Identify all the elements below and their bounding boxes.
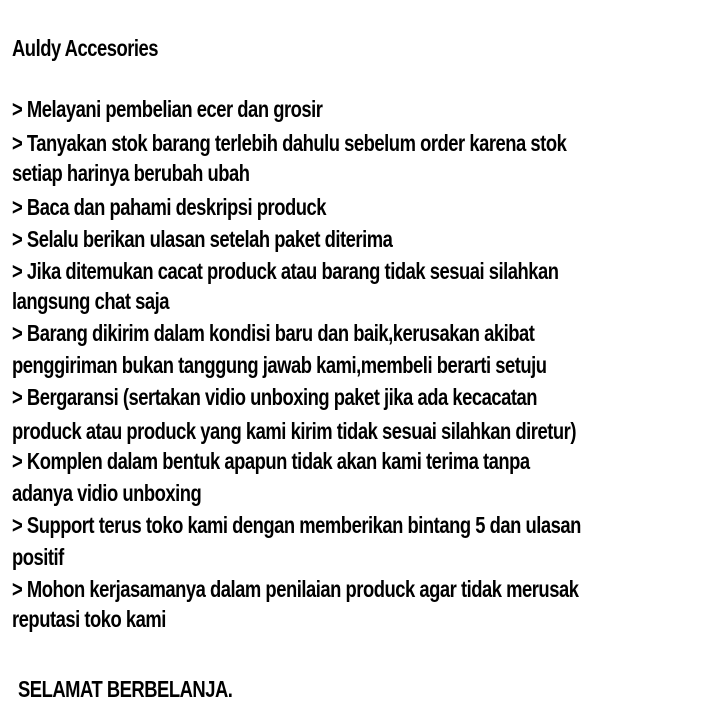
notice-line: reputasi toko kami: [12, 606, 166, 632]
notice-line: > Support terus toko kami dengan memberikan bintang 5 dan ulasan: [12, 512, 581, 538]
store-name-title: Auldy Accesories: [12, 35, 159, 61]
notice-line: penggiriman bukan tanggung jawab kami,membeli berarti setuju: [12, 352, 547, 378]
notice-line: > Mohon kerjasamanya dalam penilaian produck agar tidak merusak: [12, 576, 579, 602]
notice-line: > Jika ditemukan cacat produck atau barang tidak sesuai silahkan: [12, 258, 559, 284]
notice-line: > Komplen dalam bentuk apapun tidak akan kami terima tanpa: [12, 448, 530, 474]
notice-line: > Selalu berikan ulasan setelah paket diterima: [12, 226, 393, 252]
notice-line: > Melayani pembelian ecer dan grosir: [12, 96, 323, 122]
notice-line: adanya vidio unboxing: [12, 480, 202, 506]
notice-line: > Bergaransi (sertakan vidio unboxing paket jika ada kecacatan: [12, 384, 538, 410]
notice-line: setiap harinya berubah ubah: [12, 160, 250, 186]
notice-line: > Tanyakan stok barang terlebih dahulu sebelum order karena stok: [12, 130, 567, 156]
notice-line: positif: [12, 544, 64, 570]
notice-line: > Barang dikirim dalam kondisi baru dan baik,kerusakan akibat: [12, 320, 535, 346]
closing-greeting: SELAMAT BERBELANJA.: [18, 676, 233, 702]
notice-line: langsung chat saja: [12, 288, 170, 314]
notice-line: > Baca dan pahami deskripsi produck: [12, 194, 327, 220]
notice-line: produck atau produck yang kami kirim tidak sesuai silahkan diretur): [12, 418, 576, 444]
